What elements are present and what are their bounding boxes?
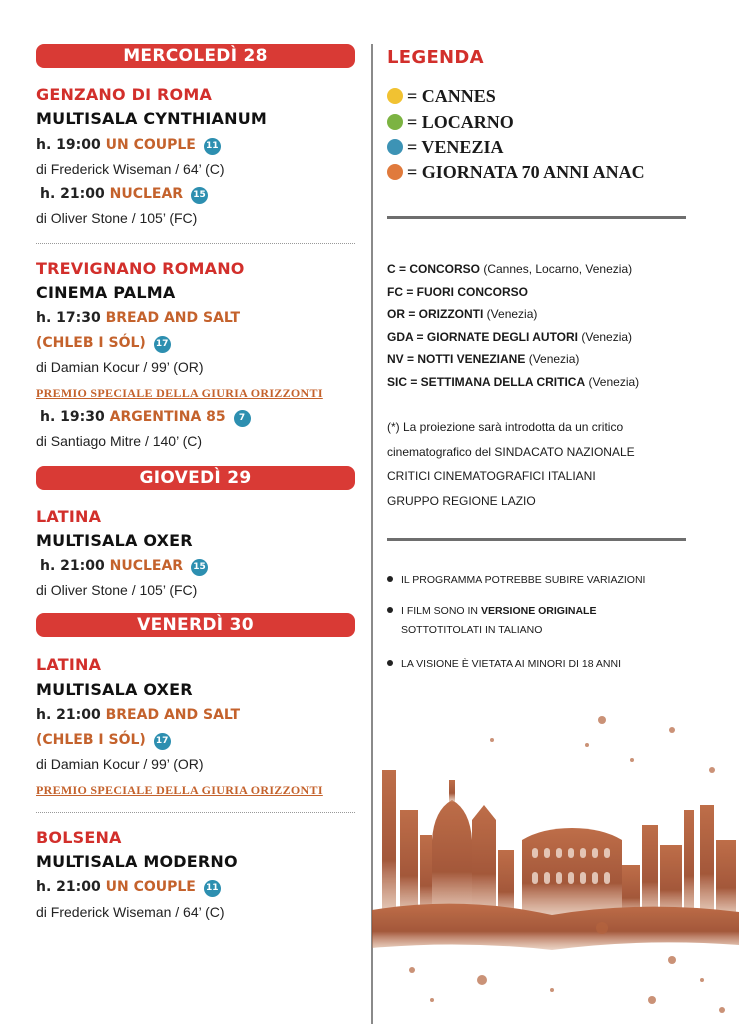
film-title: UN COUPLE (105, 137, 196, 153)
screening-time: h. 21:00 (40, 186, 105, 202)
critic-note-line: cinematografico del SINDACATO NAZIONALE (387, 445, 635, 459)
abbreviation-code: FC = FUORI CONCORSO (387, 285, 529, 299)
bullet-icon (387, 576, 393, 582)
rome-skyline-illustration (372, 700, 739, 1024)
film-title: ARGENTINA 85 (109, 409, 226, 425)
legend-row-venezia (387, 137, 503, 159)
abbreviation-code: GDA = GIORNATE DEGLI AUTORI (387, 330, 579, 344)
town-bolsena: BOLSENA (36, 828, 122, 847)
notes-rule (387, 538, 686, 541)
town-genzano: GENZANO DI ROMA (36, 85, 213, 104)
film-credit: di Santiago Mitre / 140’ (C) (36, 433, 202, 449)
abbreviation-row (387, 307, 537, 321)
film-credit: di Damian Kocur / 99’ (OR) (36, 359, 204, 375)
festival-dot-icon (387, 164, 403, 180)
festival-dot-icon (387, 114, 403, 130)
abbreviation-row (387, 352, 579, 366)
legend-label: = VENEZIA (407, 137, 504, 157)
screening-time-line (36, 310, 240, 326)
abbreviation-detail: (Venezia) (578, 330, 633, 344)
notice-age (387, 658, 621, 670)
age-badge: 11 (204, 138, 221, 155)
section-separator (36, 243, 355, 244)
screening-time-line (40, 558, 208, 576)
screening-time-line (36, 707, 240, 723)
abbreviation-row (387, 285, 528, 299)
film-title: NUCLEAR (109, 558, 184, 574)
film-credit: di Oliver Stone / 105’ (FC) (36, 582, 198, 598)
age-badge: 17 (154, 733, 171, 750)
film-credit: di Frederick Wiseman / 64’ (C) (36, 904, 225, 920)
abbreviation-detail: (Venezia) (525, 352, 580, 366)
notice-text: IL PROGRAMMA POTREBBE SUBIRE VARIAZIONI (401, 574, 646, 586)
film-credit: di Oliver Stone / 105’ (FC) (36, 210, 198, 226)
town-trevignano: TREVIGNANO ROMANO (36, 259, 245, 278)
film-title: UN COUPLE (105, 879, 196, 895)
venue-oxer: MULTISALA OXER (36, 531, 193, 550)
film-credit: di Frederick Wiseman / 64’ (C) (36, 161, 225, 177)
screening-time: h. 17:30 (36, 310, 101, 326)
notice-original-line2: SOTTOTITOLATI IN TALIANO (401, 624, 543, 636)
prize-label: PREMIO SPECIALE DELLA GIURIA ORIZZONTI (36, 783, 323, 797)
film-title-line2: (CHLEB I SÓL) (36, 732, 146, 748)
legend-row-locarno (387, 112, 514, 134)
notice-text: LA VISIONE È VIETATA AI MINORI DI 18 ANNI (401, 658, 621, 670)
festival-dot-icon (387, 139, 403, 155)
film-title-line2: (CHLEB I SÓL) (36, 335, 146, 351)
screening-time-line (40, 409, 251, 427)
legend-rule (387, 216, 686, 219)
venue-cynthianum: MULTISALA CYNTHIANUM (36, 109, 268, 128)
legend-label: = LOCARNO (407, 112, 514, 132)
screening-time-line (40, 186, 208, 204)
abbreviation-row (387, 375, 639, 389)
prize-label: PREMIO SPECIALE DELLA GIURIA ORIZZONTI (36, 386, 323, 400)
notice-text: I FILM SONO IN (401, 605, 481, 617)
abbreviation-detail: (Cannes, Locarno, Venezia) (480, 262, 633, 276)
bullet-icon (387, 607, 393, 613)
abbreviation-code: OR = ORIZZONTI (387, 307, 484, 321)
day-banner-mercoledi: MERCOLEDÌ 28 (36, 44, 355, 68)
film-title: BREAD AND SALT (105, 707, 241, 723)
legend-row-anac (387, 162, 645, 184)
film-title: BREAD AND SALT (105, 310, 241, 326)
screening-time-line (36, 732, 171, 750)
critic-note-line: (*) La proiezione sarà introdotta da un critico (387, 420, 624, 434)
abbreviation-row (387, 262, 632, 276)
screening-time: h. 21:00 (36, 879, 101, 895)
legend-title: LEGENDA (387, 47, 484, 68)
festival-dot-icon (387, 88, 403, 104)
film-title: NUCLEAR (109, 186, 184, 202)
screening-time-line (36, 137, 221, 155)
screening-time-line (36, 879, 221, 897)
notice-program (387, 574, 645, 586)
age-badge: 7 (234, 410, 251, 427)
venue-palma: CINEMA PALMA (36, 283, 176, 302)
age-badge: 11 (204, 880, 221, 897)
venue-oxer: MULTISALA OXER (36, 680, 193, 699)
critic-note-line: GRUPPO REGIONE LAZIO (387, 494, 536, 508)
abbreviation-row (387, 330, 632, 344)
abbreviation-code: C = CONCORSO (387, 262, 481, 276)
abbreviation-code: NV = NOTTI VENEZIANE (387, 352, 526, 366)
legend-row-cannes (387, 86, 496, 108)
abbreviation-detail: (Venezia) (483, 307, 538, 321)
legend-label: = CANNES (407, 86, 496, 106)
section-separator (36, 812, 355, 813)
screening-time-line (36, 335, 171, 353)
notice-bold-text: VERSIONE ORIGINALE (480, 605, 597, 617)
film-credit: di Damian Kocur / 99’ (OR) (36, 756, 204, 772)
screening-time: h. 21:00 (40, 558, 105, 574)
day-banner-venerdi: VENERDÌ 30 (36, 613, 355, 637)
screening-time: h. 19:00 (36, 137, 101, 153)
town-latina: LATINA (36, 507, 102, 526)
critic-note-line: CRITICI CINEMATOGRAFICI ITALIANI (387, 469, 596, 483)
town-latina: LATINA (36, 655, 102, 674)
screening-time: h. 21:00 (36, 707, 101, 723)
venue-moderno: MULTISALA MODERNO (36, 852, 238, 871)
abbreviation-code: SIC = SETTIMANA DELLA CRITICA (387, 375, 586, 389)
notice-original (387, 605, 596, 617)
abbreviation-detail: (Venezia) (585, 375, 640, 389)
day-banner-giovedi: GIOVEDÌ 29 (36, 466, 355, 490)
bullet-icon (387, 660, 393, 666)
age-badge: 15 (191, 187, 208, 204)
age-badge: 17 (154, 336, 171, 353)
screening-time: h. 19:30 (40, 409, 105, 425)
age-badge: 15 (191, 559, 208, 576)
legend-label: = GIORNATA 70 ANNI ANAC (407, 162, 645, 182)
